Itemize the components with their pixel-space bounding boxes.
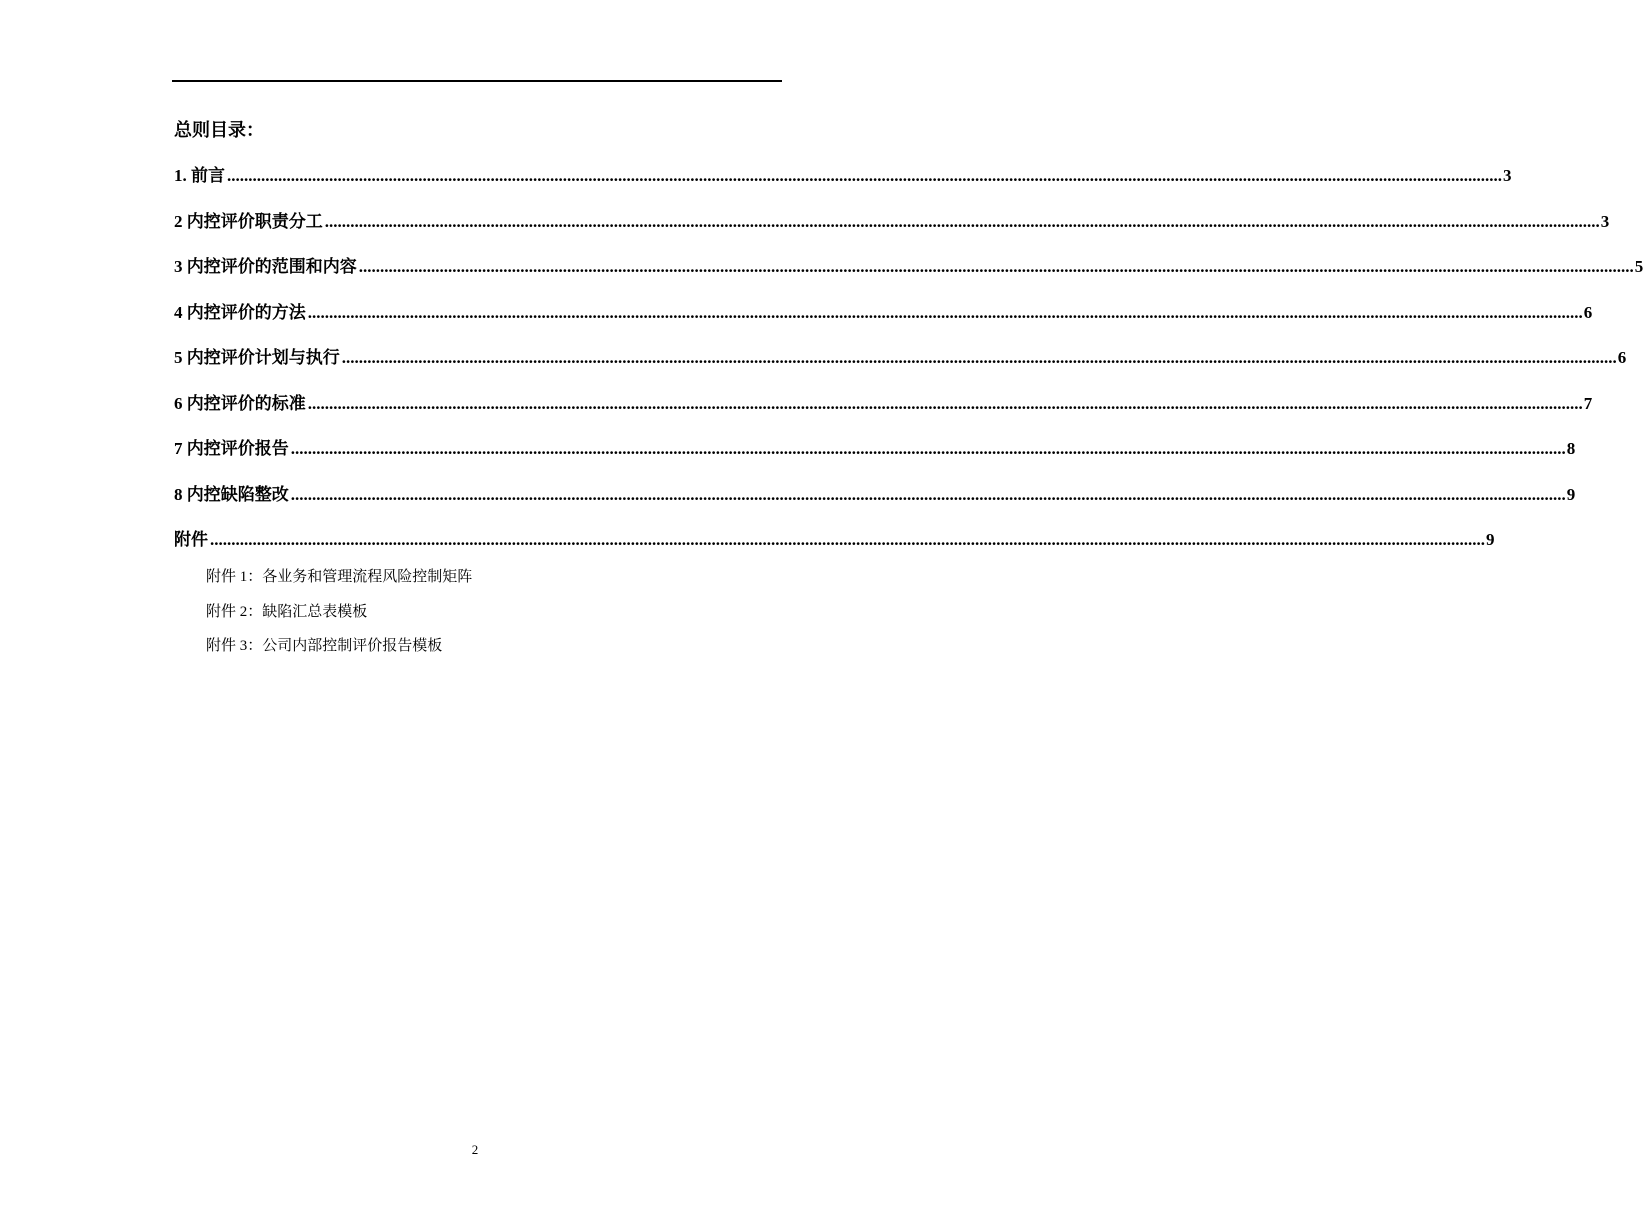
toc-entry-report[interactable]	[174, 437, 1576, 483]
toc-entry-scope[interactable]	[174, 255, 1643, 301]
toc-entry-page: 9	[1486, 530, 1495, 549]
page-number: 2	[471, 1142, 479, 1157]
toc-entry-methods[interactable]	[174, 301, 1593, 347]
toc-entry-label: 6 内控评价的标准	[174, 393, 306, 413]
toc-title: 总则目录：	[174, 120, 264, 140]
toc-entry-label: 5 内控评价计划与执行	[174, 348, 340, 367]
toc-leader-dots: ............................................................................................................................................................................................................................................................................................................	[307, 393, 1583, 413]
attachment-list	[206, 566, 472, 670]
toc-entry-standards[interactable]	[174, 392, 1593, 438]
toc-leader-dots: ............................................................................................................................................................................................................................................................................................................	[227, 166, 1502, 185]
toc-entry-page: 3	[1600, 211, 1610, 231]
toc-entry-label: 1. 前言	[174, 166, 225, 185]
toc-leader-dots: ............................................................................................................................................................................................................................................................................................................	[358, 257, 1634, 276]
toc-entry-page: 6	[1617, 348, 1627, 367]
toc-leader-dots: ............................................................................................................................................................................................................................................................................................................	[290, 439, 1566, 458]
toc-entry-page: 7	[1583, 393, 1593, 413]
attachment-item: 附件 3：公司内部控制评价报告模板	[206, 638, 443, 654]
toc-entry-page: 3	[1503, 166, 1512, 185]
toc-entry-label: 7 内控评价报告	[174, 439, 289, 458]
toc-entry-preface[interactable]	[174, 164, 1512, 210]
toc-entry-label: 4 内控评价的方法	[174, 302, 306, 322]
toc-entry-label: 3 内控评价的范围和内容	[174, 257, 357, 276]
toc-entry-page: 8	[1566, 439, 1576, 458]
toc-entry-plan[interactable]	[174, 346, 1627, 392]
toc-entry-page: 5	[1634, 257, 1643, 276]
toc-leader-dots: ............................................................................................................................................................................................................................................................................................................	[307, 302, 1583, 322]
toc-entry-responsibilities[interactable]	[174, 210, 1610, 256]
attachment-item: 附件 2：缺陷汇总表模板	[206, 603, 368, 620]
toc-leader-dots: ............................................................................................................................................................................................................................................................................................................	[210, 530, 1485, 549]
toc-entry-page: 6	[1583, 302, 1593, 322]
header-rule	[172, 80, 782, 82]
toc-entry-rectification[interactable]	[174, 483, 1576, 529]
toc-leader-dots: ............................................................................................................................................................................................................................................................................................................	[341, 348, 1617, 367]
toc-entry-label: 附件	[174, 530, 208, 549]
toc-leader-dots: ............................................................................................................................................................................................................................................................................................................	[324, 211, 1600, 231]
toc-entry-label: 2 内控评价职责分工	[174, 211, 323, 231]
toc-entry-label: 8 内控缺陷整改	[174, 484, 289, 504]
toc-list	[174, 164, 1643, 574]
attachment-item: 附件 1：各业务和管理流程风险控制矩阵	[206, 569, 473, 585]
toc-entry-page: 9	[1566, 484, 1576, 504]
toc-leader-dots: ............................................................................................................................................................................................................................................................................................................	[290, 484, 1566, 504]
